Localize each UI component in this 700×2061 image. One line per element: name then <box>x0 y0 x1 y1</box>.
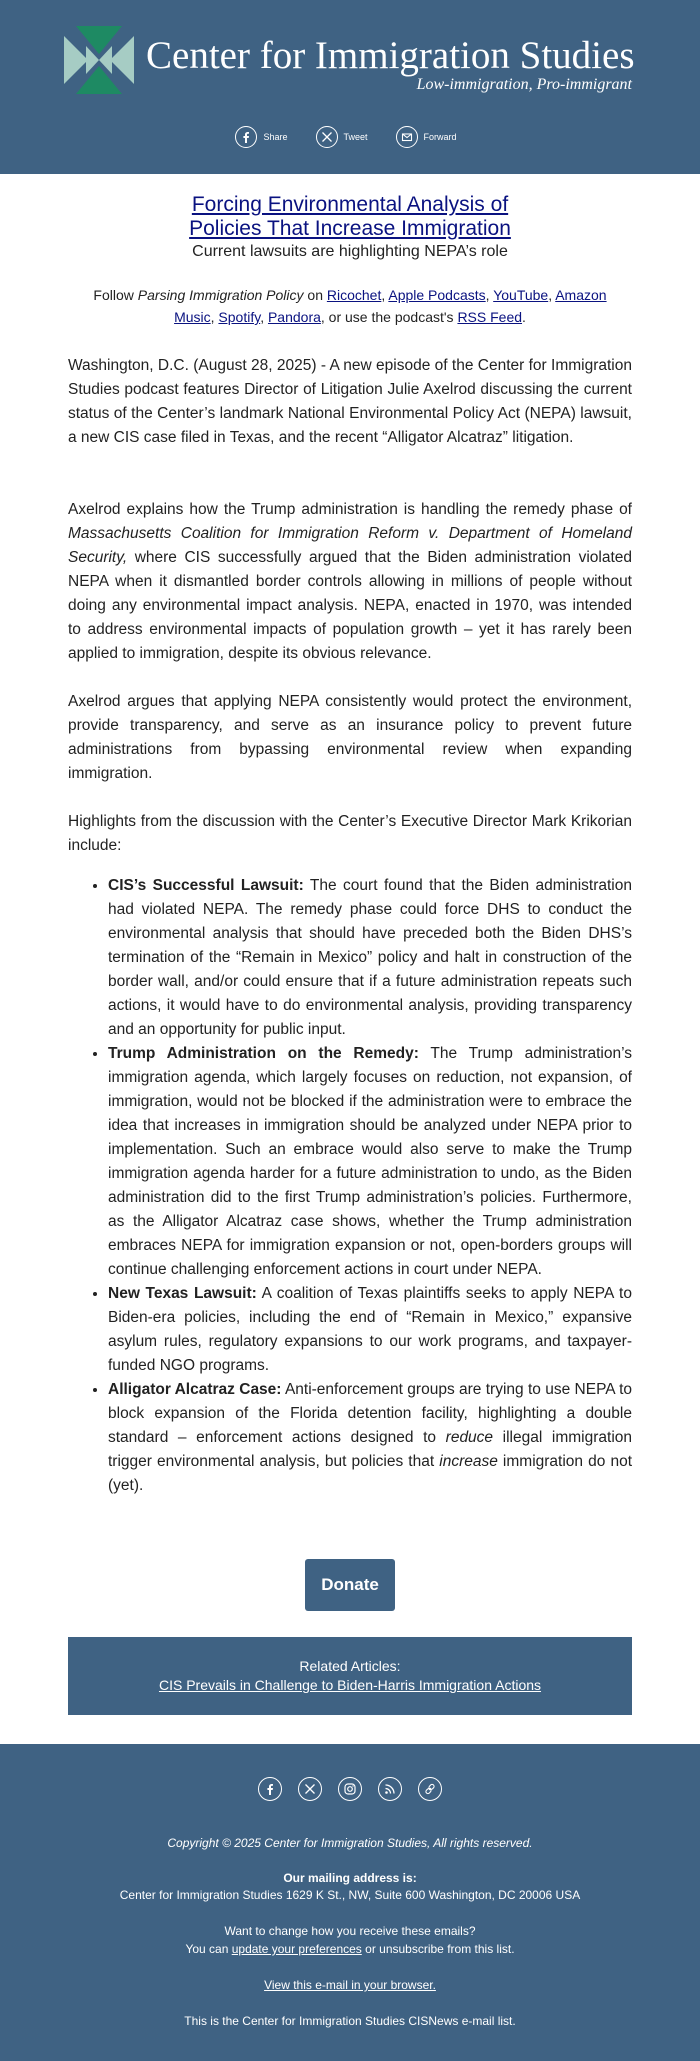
list-item <box>108 1378 632 1498</box>
view-in-browser-link[interactable]: View this e-mail in your browser. <box>264 1978 436 1992</box>
email-icon <box>396 126 418 148</box>
highlight-emphasis: reduce <box>445 1429 494 1446</box>
link-separator: , <box>485 287 494 303</box>
list-item <box>108 874 632 1042</box>
footer-social-icons <box>0 1777 700 1801</box>
instagram-icon[interactable] <box>338 1777 362 1801</box>
preferences-suffix: or unsubscribe from this list. <box>361 1942 515 1956</box>
preferences-line <box>0 1942 700 1956</box>
view-in-browser <box>0 1978 700 1992</box>
amazon-music-link[interactable]: Amazon Music <box>174 287 607 325</box>
forward-label: Forward <box>423 132 457 142</box>
case-name: Massachusetts Coalition for Immigration Reform v. Department of Homeland Security, <box>68 525 632 566</box>
x-icon[interactable] <box>298 1777 322 1801</box>
email-footer <box>0 1744 700 2061</box>
cis-logo[interactable] <box>64 26 636 96</box>
tweet-button[interactable] <box>316 126 376 148</box>
related-label: Related Articles: <box>299 1658 401 1674</box>
highlight-heading: Trump Administration on the Remedy: <box>108 1045 419 1062</box>
link-icon[interactable] <box>418 1777 442 1801</box>
follow-on: on <box>303 287 327 303</box>
highlight-text: immigration do not (yet). <box>108 1453 633 1494</box>
update-preferences-link[interactable]: update your preferences <box>231 1942 362 1956</box>
follow-or-text: , or use the podcast's <box>320 309 458 325</box>
paragraph-remedy <box>68 498 632 666</box>
pandora-link[interactable]: Pandora <box>267 309 321 325</box>
list-item <box>108 1042 632 1282</box>
paragraph-remedy-start: Axelrod explains how the Trump administration is handling the remedy phase of <box>68 501 632 518</box>
rss-feed-link[interactable]: RSS Feed <box>457 309 523 325</box>
preferences-prefix: You can <box>185 1942 232 1956</box>
tweet-label: Tweet <box>343 132 368 142</box>
rss-icon[interactable] <box>378 1777 402 1801</box>
cis-logo-mark-icon <box>64 26 134 94</box>
spotify-link[interactable]: Spotify <box>218 309 261 325</box>
share-button[interactable] <box>235 126 295 148</box>
highlight-text: Anti-enforcement groups are trying to use NEPA to block expansion of the Florida detention facility, highlighting a double standard – enforcement actions designed to <box>108 1381 633 1446</box>
change-question: Want to change how you receive these emails? <box>224 1924 476 1938</box>
link-separator: , <box>210 309 219 325</box>
highlight-heading: CIS’s Successful Lawsuit: <box>108 877 304 894</box>
highlight-text: illegal immigration trigger environmental analysis, but policies that <box>108 1429 633 1470</box>
link-separator: , <box>260 309 268 325</box>
x-icon <box>316 126 338 148</box>
related-articles-box <box>68 1637 632 1715</box>
org-tagline: Low-immigration, Pro-immigrant <box>416 76 632 93</box>
paragraph-remedy-end: where CIS successfully argued that the Biden administration violated NEPA when it dismantled border controls allowing in millions of people without doing any environmental impact analysis. NEPA, enacted in 1970, was intended to address environmental impacts of population growth – yet it has rarely been applied to immigration, despite its obvious relevance. <box>68 549 632 662</box>
org-name: Center for Immigration Studies <box>146 34 635 77</box>
share-label: Share <box>263 132 288 142</box>
highlight-text: The Trump administration’s immigration agenda, which largely focuses on reduction, not expansion, of immigration, would not be blocked if the administration were to embrace the idea that increases in immigration should be analyzed under NEPA prior to implementation. Such an embrace would also serve to make the Trump immigration agenda harder for a future administration to undo, as the Biden administration did to the first Trump administration’s policies. Furthermore, as the Alligator Alcatraz case shows, whether the Trump administration embraces NEPA for immigration expansion or not, open-borders groups will continue challenging enforcement actions in court under NEPA. <box>108 1045 632 1278</box>
link-separator: , <box>548 287 556 303</box>
article-heading <box>68 193 632 261</box>
share-bar <box>0 126 700 148</box>
related-article-link[interactable]: CIS Prevails in Challenge to Biden-Harris Immigration Actions <box>158 1677 542 1693</box>
facebook-icon <box>235 126 257 148</box>
list-item <box>108 1282 632 1378</box>
podcast-name: Parsing Immigration Policy <box>137 287 304 303</box>
paragraph-argument: Axelrod argues that applying NEPA consistently would protect the environment, provide transparency, and serve as an insurance policy to prevent future administrations from bypassing environmental review when expanding immigration. <box>68 693 632 782</box>
facebook-icon[interactable] <box>258 1777 282 1801</box>
highlights-list <box>68 874 632 1498</box>
youtube-link[interactable]: YouTube <box>493 287 549 303</box>
email-header <box>0 0 700 174</box>
paragraph-intro: Washington, D.C. (August 28, 2025) - A new episode of the Center for Immigration Studies podcast features Director of Litigation Julie Axelrod discussing the current status of the Center’s landmark National Environmental Policy Act (NEPA) lawsuit, a new CIS case filed in Texas, and the recent “Alligator Alcatraz” litigation. <box>68 357 632 446</box>
link-separator: , <box>381 287 389 303</box>
follow-prefix: Follow <box>93 287 138 303</box>
article-subtitle: Current lawsuits are highlighting NEPA’s role <box>192 243 508 260</box>
list-note: This is the Center for Immigration Studies CISNews e-mail list. <box>184 2014 516 2028</box>
highlight-text: The court found that the Biden administration had violated NEPA. The remedy phase could force DHS to conduct the environmental analysis that should have preceded both the Biden DHS’s termination of the “Remain in Mexico” policy and halt in construction of the border wall, and/or could ensure that if a future administration repeats such actions, it would have to do environmental analysis, providing transparency and an opportunity for public input. <box>108 877 632 1038</box>
paragraph-highlights-intro: Highlights from the discussion with the Center’s Executive Director Mark Krikorian include: <box>68 813 632 854</box>
highlight-text: A coalition of Texas plaintiffs seeks to apply NEPA to Biden-era policies, including the end of “Remain in Mexico,” expansive asylum rules, regulatory expansions to our work programs, and taxpayer-funded NGO programs. <box>108 1285 632 1374</box>
highlight-heading: Alligator Alcatraz Case: <box>108 1381 282 1398</box>
highlight-emphasis: increase <box>439 1453 498 1470</box>
article-title[interactable]: Forcing Environmental Analysis of Policies That Increase Immigration <box>189 193 511 240</box>
donate-button[interactable]: Donate <box>305 1559 395 1611</box>
podcast-follow <box>86 284 614 328</box>
forward-button[interactable] <box>396 126 465 148</box>
ricochet-link[interactable]: Ricochet <box>326 287 382 303</box>
mailing-heading: Our mailing address is: <box>283 1871 417 1885</box>
mailing-address: Center for Immigration Studies 1629 K St., NW, Suite 600 Washington, DC 20006 USA <box>119 1888 581 1902</box>
follow-end: . <box>522 309 526 325</box>
highlight-heading: New Texas Lawsuit: <box>108 1285 257 1302</box>
copyright-text: Copyright © 2025 Center for Immigration Studies, All rights reserved. <box>167 1836 533 1850</box>
apple-podcasts-link[interactable]: Apple Podcasts <box>388 287 486 303</box>
